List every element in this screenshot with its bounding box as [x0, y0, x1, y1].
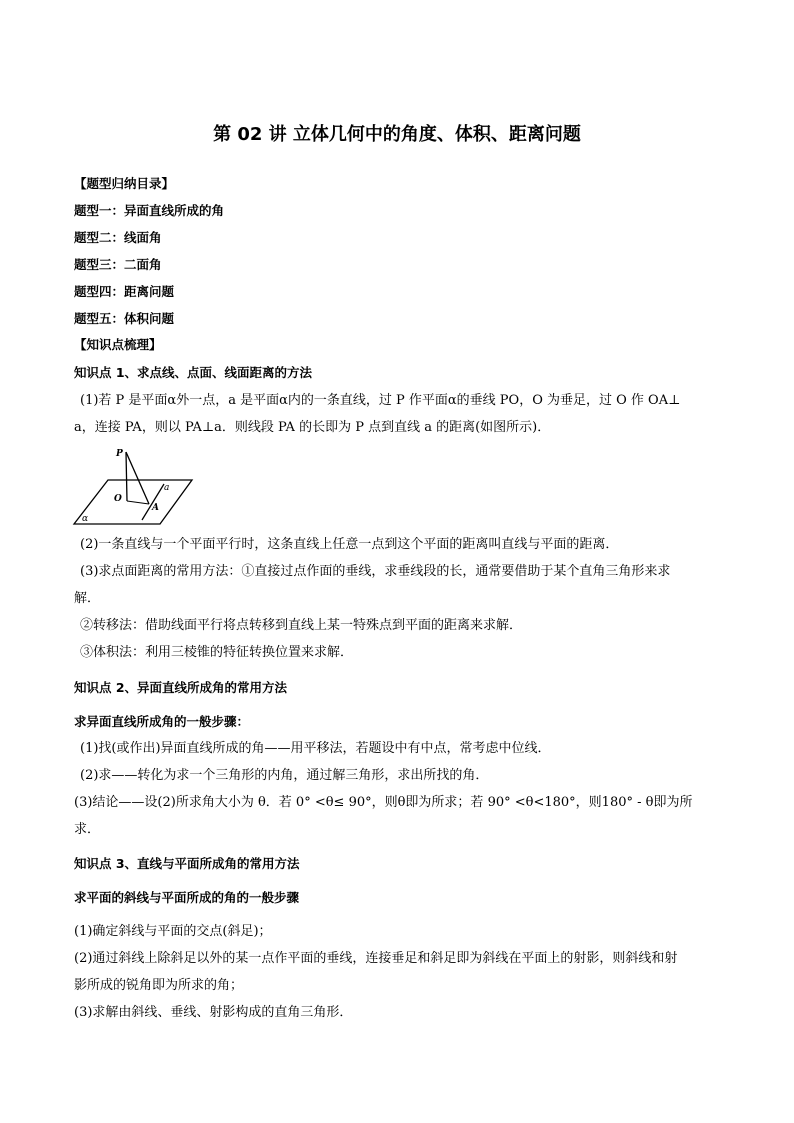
- line-PO: [126, 452, 127, 501]
- k1-p1-line1: (1)若 P 是平面α外一点，a 是平面α内的一条直线，过 P 作平面α的垂线 PO，O 为垂足，过 O 作 OA⊥: [80, 393, 681, 408]
- k3-step-3: (3)求解由斜线、垂线、射影构成的直角三角形．: [74, 1005, 353, 1020]
- k1-p3-line2: 解．: [74, 591, 101, 606]
- k1-p4: ②转移法：借助线面平行将点转移到直线上某一特殊点到平面的距离来求解．: [80, 618, 523, 633]
- label-O: O: [114, 494, 122, 504]
- toc-item-1: 题型一：异面直线所成的角: [74, 203, 225, 218]
- k1-p5: ③体积法：利用三棱锥的特征转换位置来求解．: [80, 645, 354, 660]
- k3-step-2-line2: 影所成的锐角即为所求的角；: [74, 978, 244, 993]
- page-title: 第 02 讲 立体几何中的角度、体积、距离问题: [213, 124, 581, 145]
- k2-step-2: (2)求——转化为求一个三角形的内角，通过解三角形，求出所找的角．: [80, 768, 489, 783]
- k3-step-2-line1: (2)通过斜线上除斜足以外的某一点作平面的垂线，连接垂足和斜足即为斜线在平面上的射影，则斜线和射: [74, 951, 678, 966]
- k2-step-3-line1: (3)结论——设(2)所求角大小为 θ．若 0° <θ≤ 90°，则θ即为所求；若 90° <θ<180°，则180° - θ即为所: [74, 795, 693, 810]
- line-a: [142, 484, 164, 520]
- label-a: a: [164, 483, 170, 493]
- toc-item-3: 题型三：二面角: [74, 257, 162, 272]
- k1-p2: (2)一条直线与一个平面平行时，这条直线上任意一点到这个平面的距离叫直线与平面的距离．: [80, 537, 619, 552]
- k3-step-1: (1)确定斜线与平面的交点(斜足)；: [74, 924, 272, 939]
- toc-heading: 【题型归纳目录】: [74, 176, 175, 191]
- label-P: P: [116, 449, 123, 459]
- knowledge-heading: 【知识点梳理】: [74, 337, 162, 352]
- k2-step-3-line2: 求．: [74, 822, 101, 837]
- k3-subtitle: 求平面的斜线与平面所成的角的一般步骤: [74, 890, 300, 905]
- k1-p3-line1: (3)求点面距离的常用方法：①直接过点作面的垂线，求垂线段的长，通常要借助于某个直角三角形来求: [80, 564, 671, 579]
- k2-step-1: (1)找(或作出)异面直线所成的角——用平移法，若题设中有中点，常考虑中位线．: [80, 741, 551, 756]
- k1-title: 知识点 1、求点线、点面、线面距离的方法: [74, 365, 313, 380]
- k1-p1-line2: a，连接 PA，则以 PA⊥a．则线段 PA 的长即为 P 点到直线 a 的距离(如图所示)．: [74, 420, 551, 435]
- perpendicular-distance-figure: [70, 444, 195, 528]
- k2-subtitle: 求异面直线所成角的一般步骤：: [74, 714, 250, 729]
- toc-item-5: 题型五：体积问题: [74, 311, 175, 326]
- line-PA: [126, 452, 149, 504]
- label-alpha: α: [82, 514, 89, 524]
- label-A: A: [152, 503, 159, 513]
- k2-title: 知识点 2、异面直线所成角的常用方法: [74, 680, 288, 695]
- toc-item-4: 题型四：距离问题: [74, 284, 175, 299]
- toc-item-2: 题型二：线面角: [74, 230, 162, 245]
- line-OA: [127, 501, 149, 504]
- k3-title: 知识点 3、直线与平面所成角的常用方法: [74, 856, 300, 871]
